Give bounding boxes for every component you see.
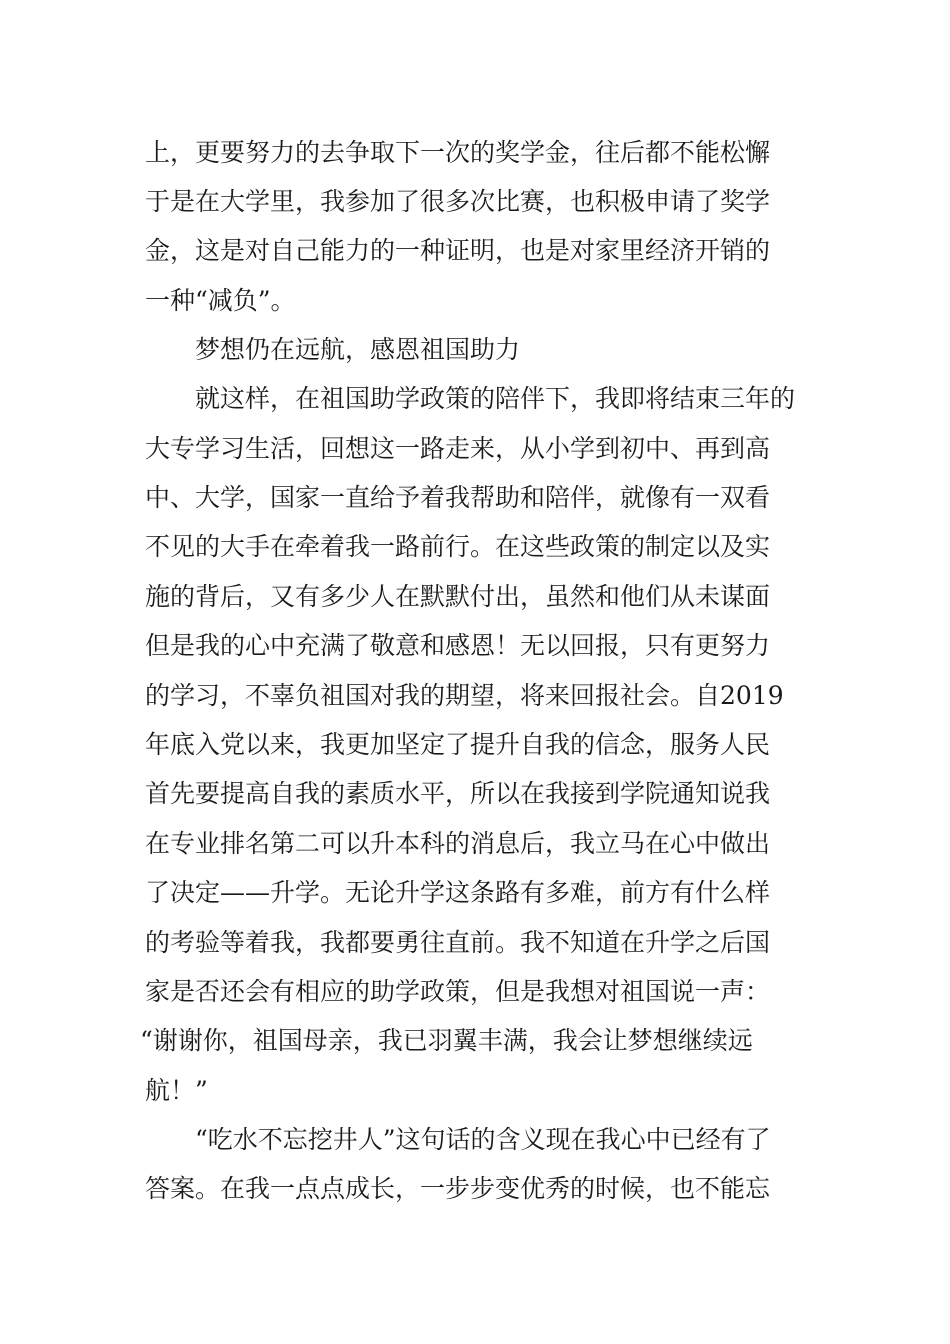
text-line: 的考验等着我，我都要勇往直前。我不知道在升学之后国 — [145, 928, 771, 957]
text-line: 了决定——升学。无论升学这条路有多难，前方有什么样 — [145, 878, 771, 907]
text-line: “谢谢你，祖国母亲，我已羽翼丰满，我会让梦想继续远 — [140, 1026, 753, 1055]
text-line: 答案。在我一点点成长，一步步变优秀的时候，也不能忘 — [145, 1174, 771, 1203]
text-line: 施的背后，又有多少人在默默付出，虽然和他们从未谋面 — [145, 582, 771, 611]
text-line: 家是否还会有相应的助学政策，但是我想对祖国说一声： — [145, 977, 771, 1006]
text-line: 首先要提高自我的素质水平，所以在我接到学院通知说我 — [145, 779, 771, 808]
text-line: 金，这是对自己能力的一种证明，也是对家里经济开销的 — [145, 236, 771, 265]
section-heading: 梦想仍在远航，感恩祖国助力 — [195, 335, 521, 364]
text-line: 年底入党以来，我更加坚定了提升自我的信念，服务人民 — [145, 730, 771, 759]
text-line: 大专学习生活，回想这一路走来，从小学到初中、再到高 — [145, 434, 771, 463]
text-line: 在专业排名第二可以升本科的消息后，我立马在心中做出 — [145, 829, 771, 858]
text-line: 但是我的心中充满了敬意和感恩！无以回报，只有更努力 — [145, 631, 771, 660]
text-line: “吃水不忘挖井人”这句话的含义现在我心中已经有了 — [195, 1125, 771, 1154]
text-line: 航！” — [145, 1076, 208, 1105]
text-line: 就这样，在祖国助学政策的陪伴下，我即将结束三年的 — [195, 384, 796, 413]
text-line: 不见的大手在牵着我一路前行。在这些政策的制定以及实 — [145, 532, 771, 561]
text-line: 于是在大学里，我参加了很多次比赛，也积极申请了奖学 — [145, 187, 771, 216]
text-line: 的学习，不辜负祖国对我的期望，将来回报社会。自2019 — [145, 681, 784, 710]
text-line: 上，更要努力的去争取下一次的奖学金，往后都不能松懈 — [145, 138, 771, 167]
text-line: 中、大学，国家一直给予着我帮助和陪伴，就像有一双看 — [145, 483, 771, 512]
text-line: 一种“减负”。 — [145, 286, 296, 315]
